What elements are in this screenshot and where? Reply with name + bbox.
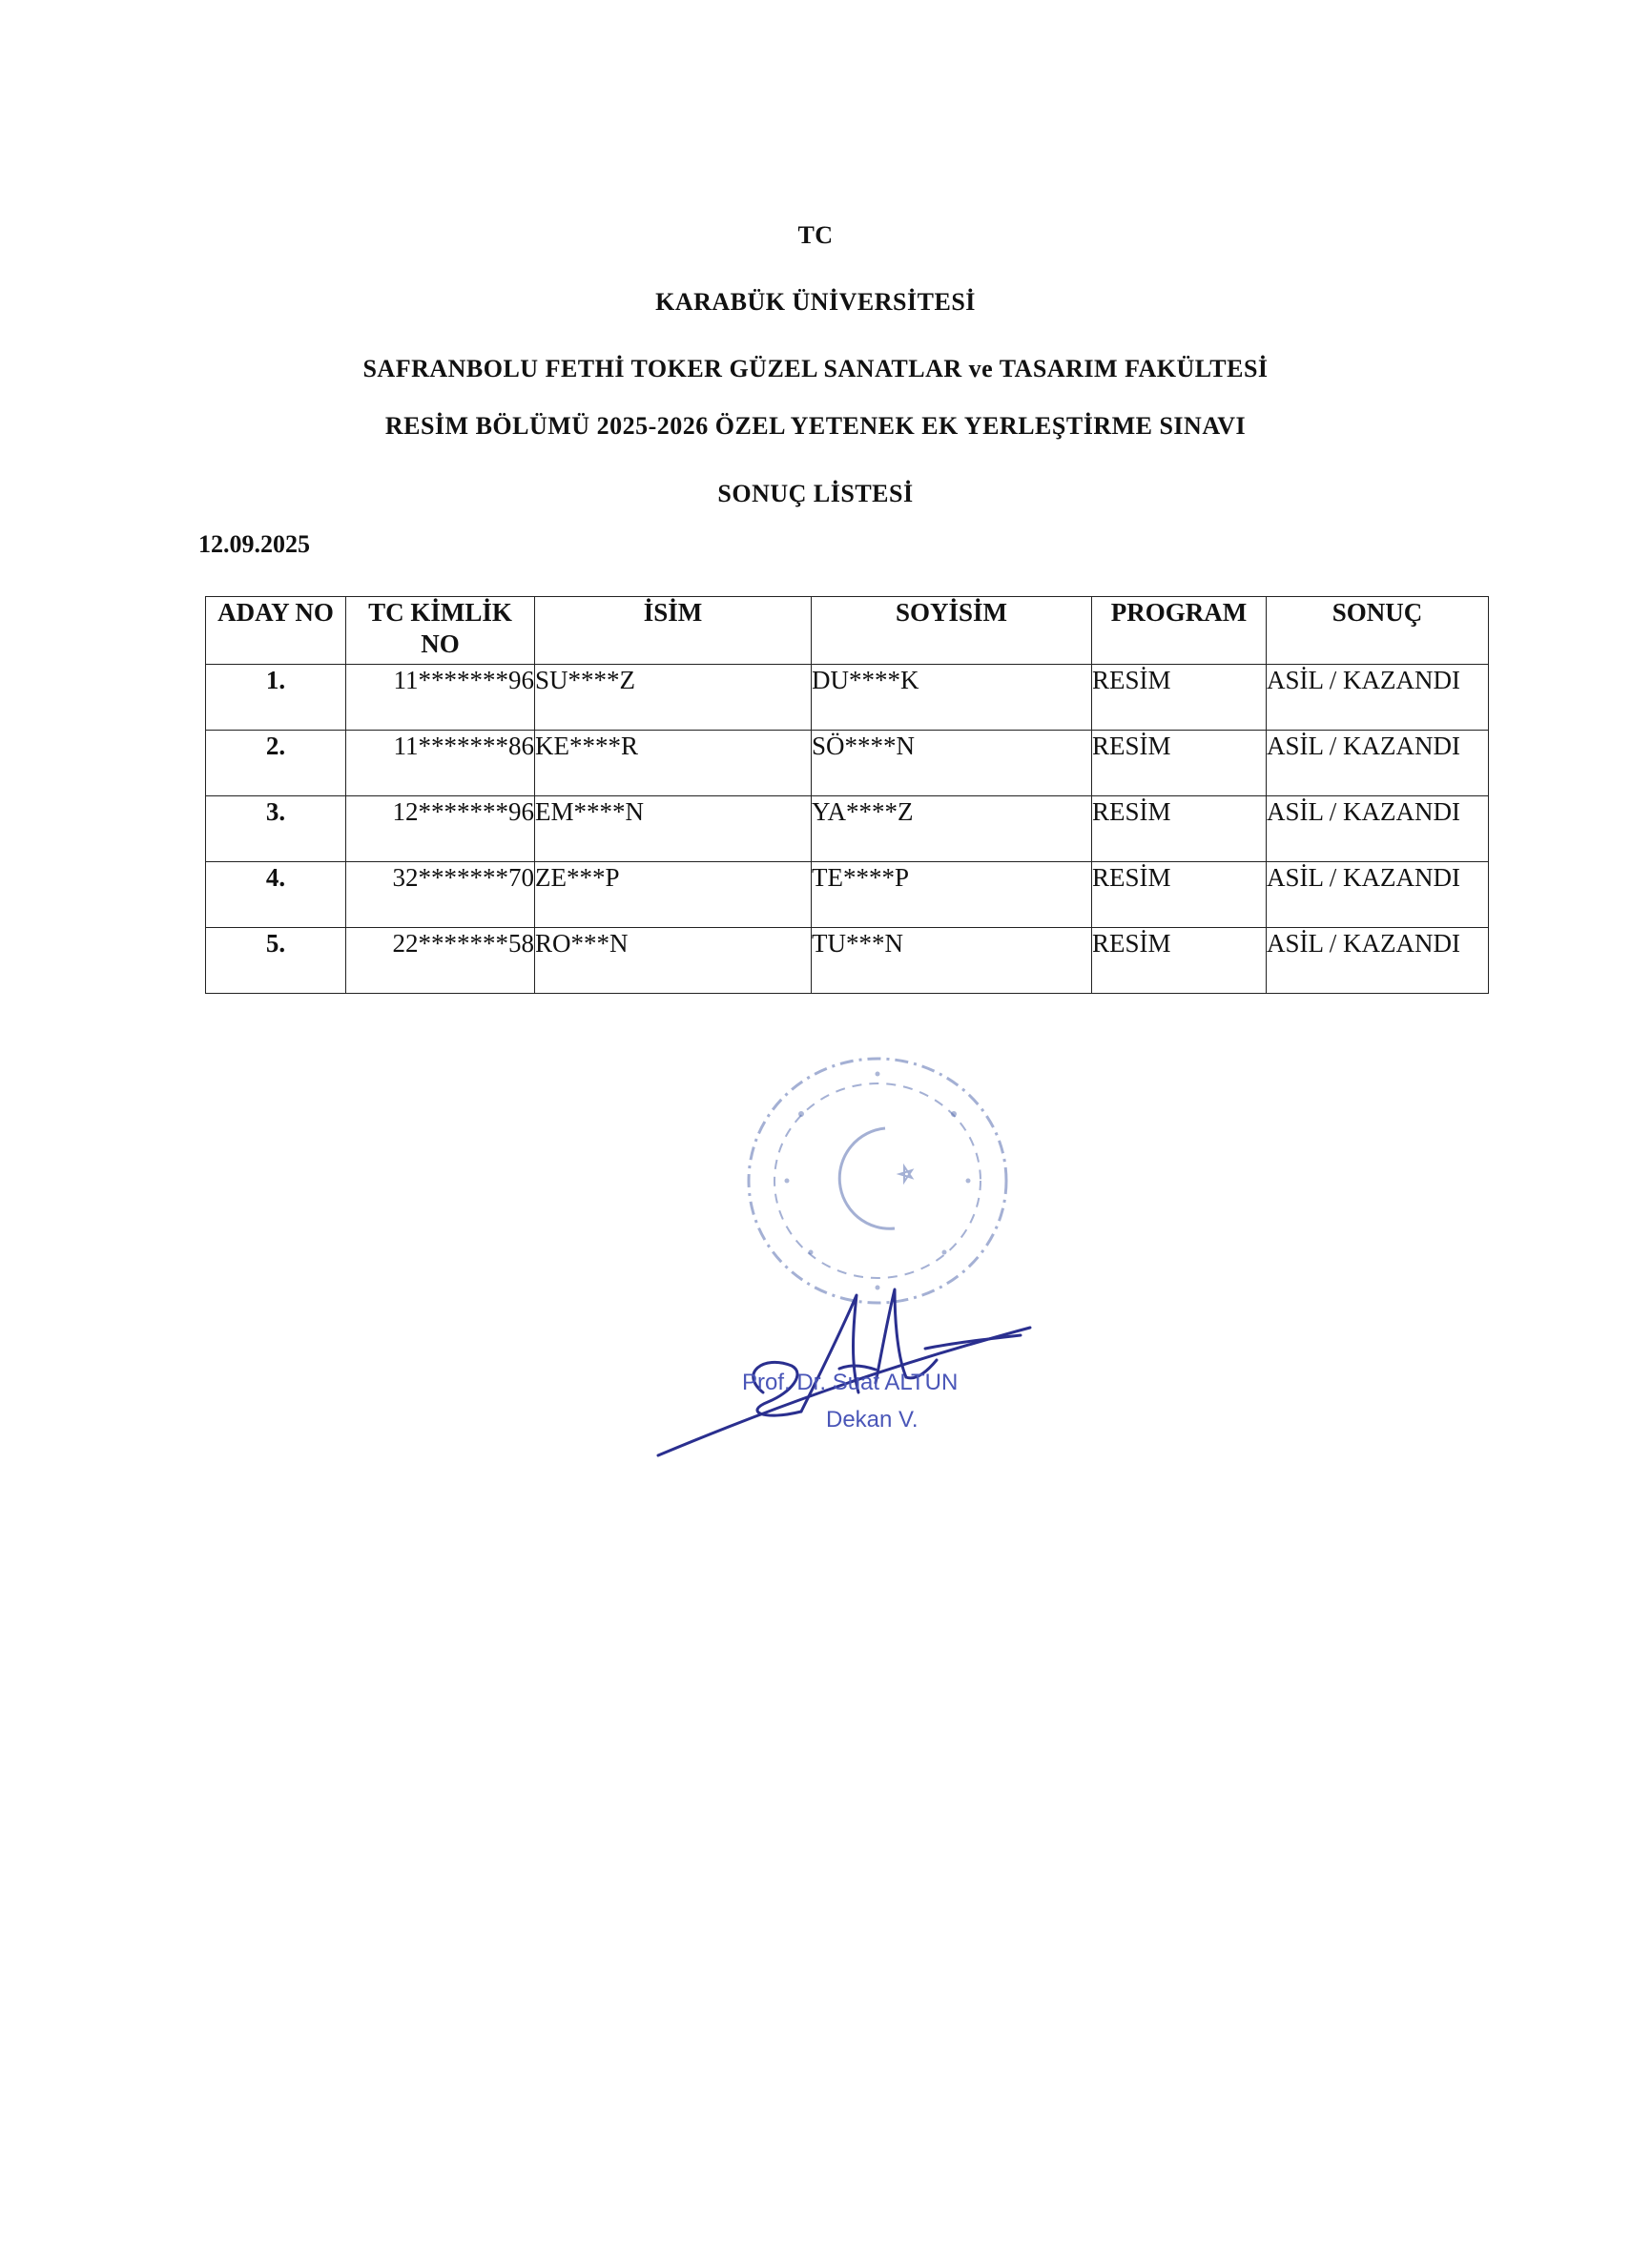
column-header-program: PROGRAM	[1092, 597, 1267, 665]
table-row	[206, 796, 1489, 862]
column-header-aday-no: ADAY NO	[206, 597, 346, 665]
cell-aday-no: 4.	[206, 862, 346, 928]
cell-sonuc: ASİL / KAZANDI	[1267, 665, 1489, 731]
cell-program: RESİM	[1092, 862, 1267, 928]
cell-soyisim: YA****Z	[812, 796, 1092, 862]
cell-aday-no: 5.	[206, 928, 346, 994]
header-line-tc: TC	[797, 221, 834, 249]
column-header-sonuc: SONUÇ	[1267, 597, 1489, 665]
results-table	[205, 596, 1489, 994]
cell-isim: ZE***P	[535, 862, 812, 928]
document-date: 12.09.2025	[198, 530, 310, 558]
cell-isim: KE****R	[535, 731, 812, 796]
cell-sonuc: ASİL / KAZANDI	[1267, 796, 1489, 862]
header-faculty: SAFRANBOLU FETHİ TOKER GÜZEL SANATLAR ve TASARIM FAKÜLTESİ	[362, 355, 1269, 382]
cell-tc-kimlik-no: 12*******96	[346, 796, 535, 862]
cell-program: RESİM	[1092, 928, 1267, 994]
cell-tc-kimlik-no: 11*******96	[346, 665, 535, 731]
cell-isim: RO***N	[535, 928, 812, 994]
cell-isim: SU****Z	[535, 665, 812, 731]
cell-aday-no: 3.	[206, 796, 346, 862]
cell-soyisim: TE****P	[812, 862, 1092, 928]
cell-program: RESİM	[1092, 665, 1267, 731]
table-header-row	[206, 597, 1489, 665]
cell-program: RESİM	[1092, 731, 1267, 796]
cell-soyisim: SÖ****N	[812, 731, 1092, 796]
header-university: KARABÜK ÜNİVERSİTESİ	[655, 288, 976, 316]
column-header-soyisim: SOYİSİM	[812, 597, 1092, 665]
cell-soyisim: DU****K	[812, 665, 1092, 731]
table-row	[206, 928, 1489, 994]
table-row	[206, 862, 1489, 928]
header-result-list: SONUÇ LİSTESİ	[717, 480, 914, 507]
cell-sonuc: ASİL / KAZANDI	[1267, 928, 1489, 994]
header-exam-title: RESİM BÖLÜMÜ 2025-2026 ÖZEL YETENEK EK YERLEŞTİRME SINAVI	[384, 412, 1247, 440]
cell-tc-kimlik-no: 11*******86	[346, 731, 535, 796]
table-row	[206, 665, 1489, 731]
signatory-name: Prof. Dr. Suat ALTUN	[742, 1370, 959, 1395]
cell-tc-kimlik-no: 22*******58	[346, 928, 535, 994]
column-header-isim: İSİM	[535, 597, 812, 665]
cell-program: RESİM	[1092, 796, 1267, 862]
cell-aday-no: 1.	[206, 665, 346, 731]
cell-soyisim: TU***N	[812, 928, 1092, 994]
cell-aday-no: 2.	[206, 731, 346, 796]
table-row	[206, 731, 1489, 796]
signatory-title: Dekan V.	[826, 1407, 919, 1433]
cell-tc-kimlik-no: 32*******70	[346, 862, 535, 928]
official-stamp	[734, 1047, 1021, 1314]
cell-isim: EM****N	[535, 796, 812, 862]
cell-sonuc: ASİL / KAZANDI	[1267, 731, 1489, 796]
column-header-tc-kimlik-no: TC KİMLİK NO	[346, 597, 535, 665]
cell-sonuc: ASİL / KAZANDI	[1267, 862, 1489, 928]
